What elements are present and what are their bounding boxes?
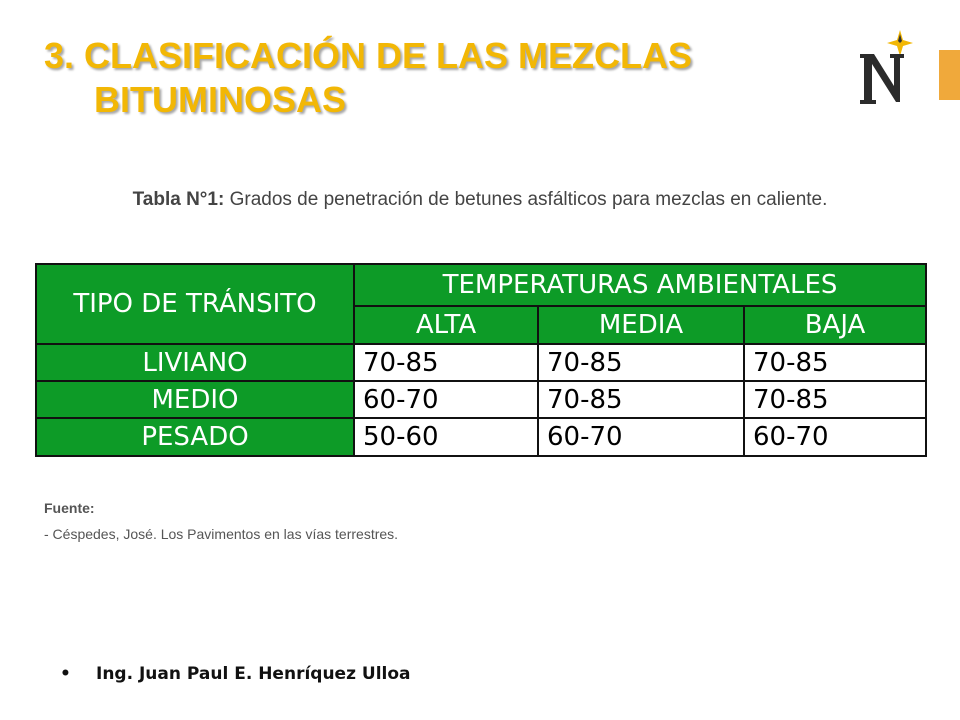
column-header-baja: BAJA [744, 306, 926, 344]
bullet-icon: • [60, 664, 71, 684]
caption-text: Grados de penetración de betunes asfálticos para mezclas en caliente. [229, 189, 828, 210]
table-cell: 60-70 [744, 418, 926, 456]
caption-label: Tabla N°1: [132, 189, 225, 210]
slide-title-line-1: 3. CLASIFICACIÓN DE LAS MEZCLAS [44, 35, 693, 76]
table-row-medio [36, 381, 926, 418]
author-name: Ing. Juan Paul E. Henríquez Ulloa [96, 664, 411, 684]
slide-title-line-2: BITUMINOSAS [94, 79, 346, 120]
table-cell: 70-85 [538, 381, 744, 418]
table-cell: 70-85 [538, 344, 744, 381]
table-cell: 70-85 [744, 381, 926, 418]
column-header-media: MEDIA [538, 306, 744, 344]
table-cell: 60-70 [538, 418, 744, 456]
table-row-liviano [36, 344, 926, 381]
column-header-alta: ALTA [354, 306, 538, 344]
row-label: LIVIANO [36, 344, 354, 381]
table-caption [60, 184, 900, 215]
source-label: Fuente: [44, 500, 95, 516]
table-cell: 50-60 [354, 418, 538, 456]
author-line [60, 664, 411, 684]
slide-title [44, 34, 692, 122]
source-text: - Céspedes, José. Los Pavimentos en las vías terrestres. [44, 526, 399, 542]
table-cell: 70-85 [744, 344, 926, 381]
orange-accent-bar [939, 50, 960, 100]
source-note [44, 495, 398, 547]
table-row-pesado [36, 418, 926, 456]
row-label: PESADO [36, 418, 354, 456]
table-cell: 60-70 [354, 381, 538, 418]
row-header-transit-type: TIPO DE TRÁNSITO [36, 264, 354, 344]
group-header-temperatures: TEMPERATURAS AMBIENTALES [354, 264, 926, 306]
n-compass-logo-icon [858, 28, 914, 104]
table-cell: 70-85 [354, 344, 538, 381]
penetration-grades-table [35, 263, 927, 457]
row-label: MEDIO [36, 381, 354, 418]
